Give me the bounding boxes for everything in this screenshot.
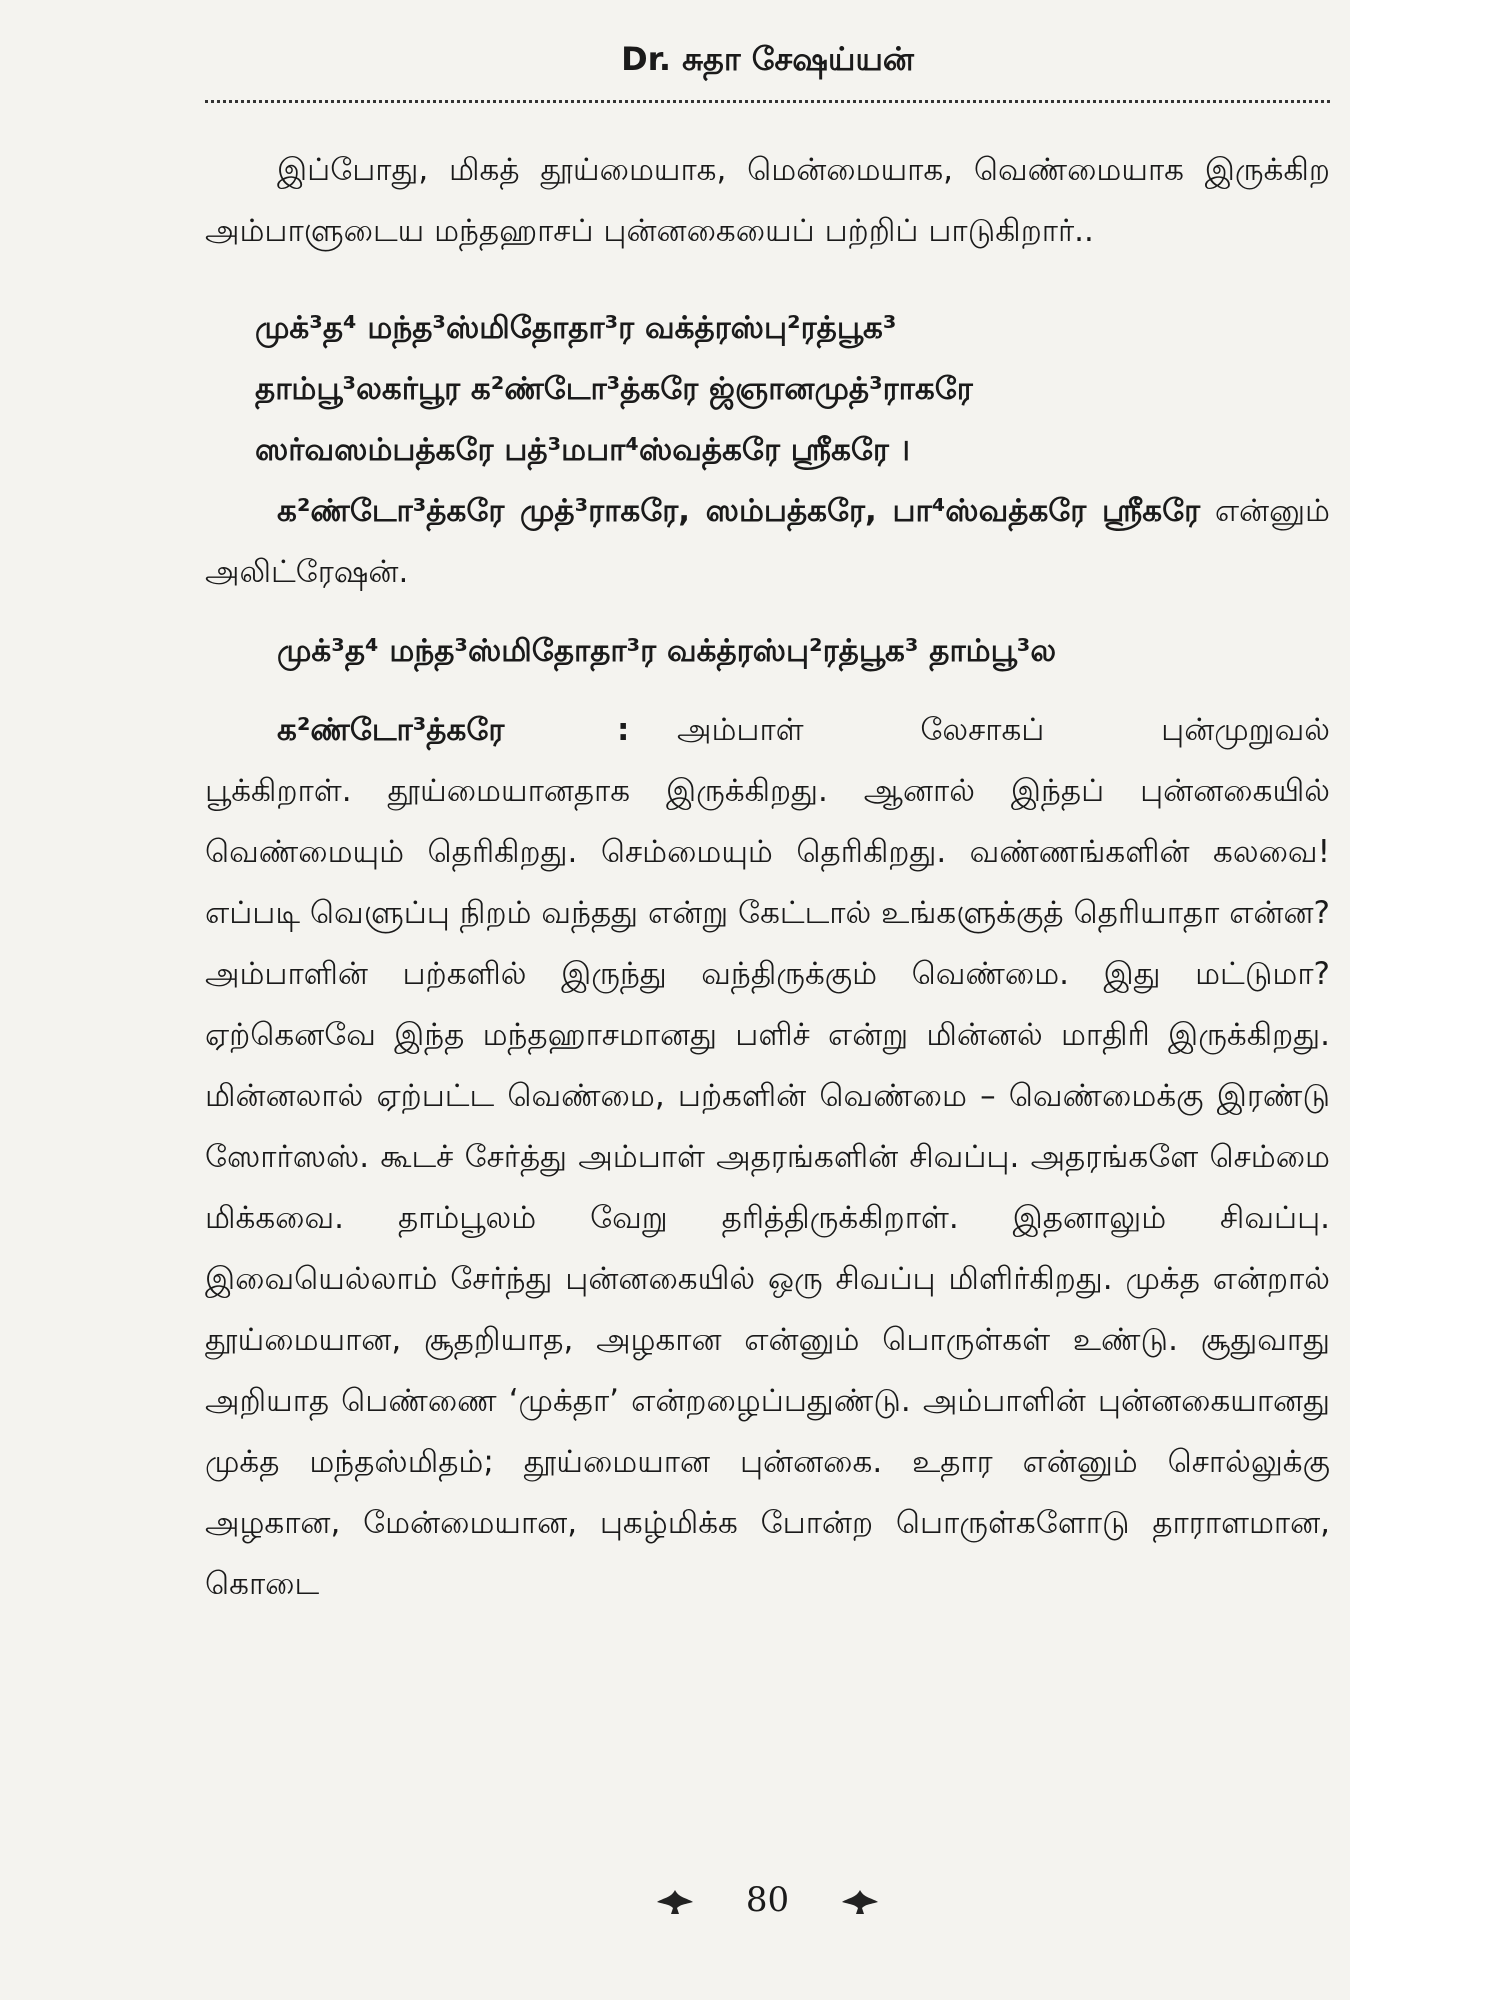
alliteration-bold: க²ண்டோ³த்கரே முத்³ராகரே, ஸம்பத்கரே, பா⁴ஸ்வத்கரே ஸ்ரீகரே <box>277 493 1201 529</box>
intro-paragraph: இப்போது, மிகத் தூய்மையாக, மென்மையாக, வெண்மையாக இருக்கிற அம்பாளுடைய மந்தஹாசப் புன்னகையைப் பற்றிப் பாடுகிறார்.. <box>205 152 1330 249</box>
verse-line-1: முக்³த⁴ மந்த³ஸ்மிதோதா³ர வக்த்ரஸ்பு²ரத்பூக³ <box>255 310 897 346</box>
page-footer <box>205 1880 1330 1920</box>
term-word: க²ண்டோ³த்கரே <box>277 712 505 748</box>
term-definition-row <box>205 700 1330 761</box>
page-margin <box>1350 0 1500 2000</box>
fleuron-left-icon <box>655 1888 695 1916</box>
page-number: 80 <box>745 1880 790 1920</box>
running-header: Dr. சுதா சேஷய்யன் <box>621 40 914 78</box>
alliteration-rest: என்னும் அலிட்ரேஷன். <box>205 493 1330 590</box>
term-colon: : <box>617 712 630 748</box>
page-content <box>205 140 1330 1615</box>
verse-line-3: ஸர்வஸம்பத்கரே பத்³மபா⁴ஸ்வத்கரே ஸ்ரீகரே । <box>255 432 910 468</box>
sloka-verse <box>205 298 1330 481</box>
fleuron-right-icon <box>840 1888 880 1916</box>
verse-subheading: முக்³த⁴ மந்த³ஸ்மிதோதா³ர வக்த்ரஸ்பு²ரத்பூக³ தாம்பூ³ல <box>277 633 1057 669</box>
dotted-divider <box>205 100 1330 103</box>
body-paragraph: பூக்கிறாள். தூய்மையானதாக இருக்கிறது. ஆனால் இந்தப் புன்னகையில் வெண்மையும் தெரிகிறது. செம்மையும் தெரிகிறது. வண்ணங்களின் கலவை! எப்படி வெளுப்பு நிறம் வந்தது என்று கேட்டால் உங்களுக்குத் தெரியாதா என்ன? அம்பாளின் பற்களில் இருந்து வந்திருக்கும் வெண்மை. இது மட்டுமா? ஏற்கெனவே இந்த மந்தஹாசமானது பளிச் என்று மின்னல் மாதிரி இருக்கிறது. மின்னலால் ஏற்பட்ட வெண்மை, பற்களின் வெண்மை – வெண்மைக்கு இரண்டு ஸோர்ஸஸ். கூடச் சேர்த்து அம்பாள் அதரங்களின் சிவப்பு. அதரங்களே செம்மை மிக்கவை. தாம்பூலம் வேறு தரித்திருக்கிறாள். இதனாலும் சிவப்பு. இவையெல்லாம் சேர்ந்து புன்னகையில் ஒரு சிவப்பு மிளிர்கிறது. முக்த என்றால் தூய்மையான, சூதறியாத, அழகான என்னும் பொருள்கள் உண்டு. சூதுவாது அறியாத பெண்ணை ‘முக்தா’ என்றழைப்பதுண்டு. அம்பாளின் புன்னகையானது முக்த மந்தஸ்மிதம்; தூய்மையான புன்னகை. உதார என்னும் சொல்லுக்கு அழகான, மேன்மையான, புகழ்மிக்க போன்ற பொருள்களோடு தாராளமான, கொடை <box>205 773 1330 1602</box>
alliteration-paragraph <box>205 481 1330 603</box>
verse-line-2: தாம்பூ³லகர்பூர க²ண்டோ³த்கரே ஜ்ஞானமுத்³ராகரே <box>255 371 973 407</box>
term-description-start: அம்பாள் லேசாகப் புன்முறுவல் <box>677 712 1330 748</box>
